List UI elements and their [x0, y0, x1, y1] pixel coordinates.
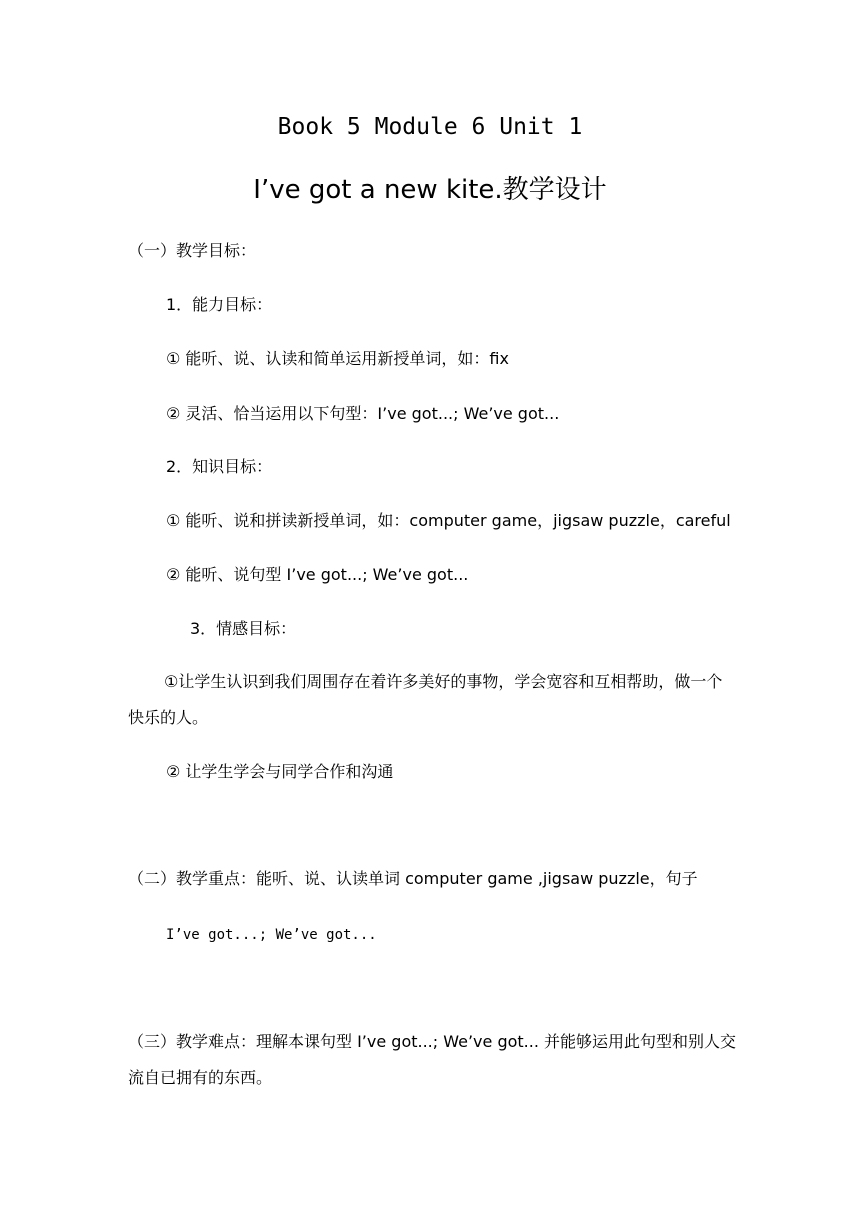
emotion-item-2: ② 让学生学会与同学合作和沟通	[166, 762, 394, 781]
knowledge-item-1: ① 能听、说和拼读新授单词，如：computer game，jigsaw puzzle，careful	[166, 511, 731, 530]
section-objectives-heading: （一）教学目标：	[128, 241, 257, 260]
ability-item-2: ② 灵活、恰当运用以下句型：I’ve got...; We’ve got...	[166, 404, 560, 423]
section-key-points-heading: （二）教学重点：能听、说、认读单词 computer game ,jigsaw puzzle，句子	[128, 869, 698, 888]
section-difficult-points: （三）教学难点：理解本课句型 I’ve got...; We’ve got... 并能够运用此句型和别人交流自已拥有的东西。	[128, 1032, 737, 1087]
knowledge-item-2: ② 能听、说句型 I’ve got...; We’ve got...	[166, 565, 469, 584]
ability-item-1: ① 能听、说、认读和简单运用新授单词，如：fix	[166, 349, 509, 368]
document-title: Book 5 Module 6 Unit 1	[277, 114, 583, 140]
emotion-item-1: ①让学生认识到我们周围存在着许多美好的事物，学会宽容和互相帮助，做一个快乐的人。	[128, 672, 723, 727]
key-points-sentences: I’ve got...; We’ve got...	[166, 927, 377, 943]
emotion-objectives-heading: 3．情感目标：	[190, 619, 297, 638]
knowledge-objectives-heading: 2．知识目标：	[166, 457, 273, 476]
ability-objectives-heading: 1．能力目标：	[166, 295, 273, 314]
document-subtitle: I’ve got a new kite.教学设计	[253, 175, 607, 205]
